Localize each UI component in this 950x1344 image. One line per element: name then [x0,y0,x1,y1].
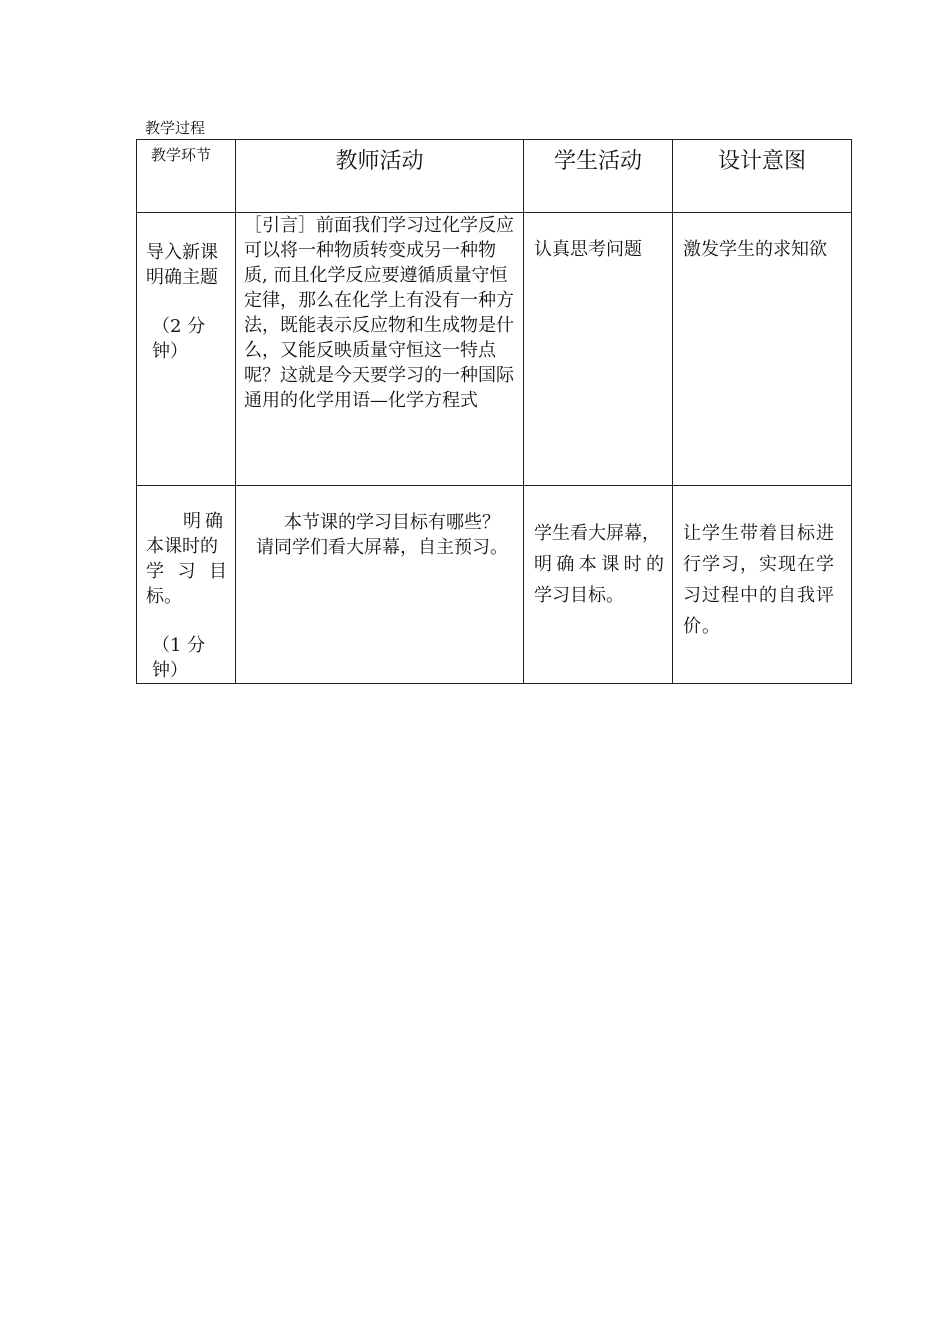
phase-cell [137,213,236,486]
header-student [524,140,673,213]
phase-line: 明确 [183,511,227,532]
student-cell [524,213,673,486]
student-activity-line: 学习目标。 [534,585,624,606]
header-student-label: 学生活动 [553,149,642,174]
student-cell [524,486,673,684]
header-intent-label: 设计意图 [717,149,806,174]
phase-line: 标。 [146,586,182,607]
table-row [137,213,852,486]
phase-line: 导入新课 [146,242,218,263]
header-intent [673,140,852,213]
student-activity-line: 明确本课时的 [534,554,664,575]
student-activity-text: 认真思考问题 [534,239,642,260]
phase-line: 学习目 [146,561,227,582]
teacher-activity-text: ［引言］前面我们学习过化学反应可以将一种物质转变成另一种物质, 而且化学反应要遵循质量守恒定律，那么在化学上有没有一种方法，既能表示反应物和生成物是什么，又能反映质量守恒这一特点呢？这就是今天要学习的一种国际通用的化学用语—化学方程式 [244,215,514,411]
teaching-process-table [136,139,852,684]
intent-cell [673,486,852,684]
teacher-cell [236,213,524,486]
design-intent-text: 让学生带着目标进行学习，实现在学习过程中的自我评价。 [683,523,835,637]
phase-time: （2 分钟） [152,316,206,362]
phase-time: （1 分钟） [152,635,206,681]
header-phase [137,140,236,213]
table-header-row [137,140,852,213]
phase-cell [137,486,236,684]
header-teacher [236,140,524,213]
teacher-cell [236,486,524,684]
table-row [137,486,852,684]
teacher-activity-text: 本节课的学习目标有哪些？请同学们看大屏幕，自主预习。 [256,512,508,558]
header-phase-label: 教学环节 [151,146,212,164]
design-intent-text: 激发学生的求知欲 [683,239,827,260]
section-caption: 教学过程 [145,119,206,137]
phase-line: 明确主题 [146,267,218,288]
intent-cell [673,213,852,486]
student-activity-line: 学生看大屏幕， [534,523,660,544]
phase-line: 本课时的 [146,536,218,557]
header-teacher-label: 教师活动 [335,149,424,174]
